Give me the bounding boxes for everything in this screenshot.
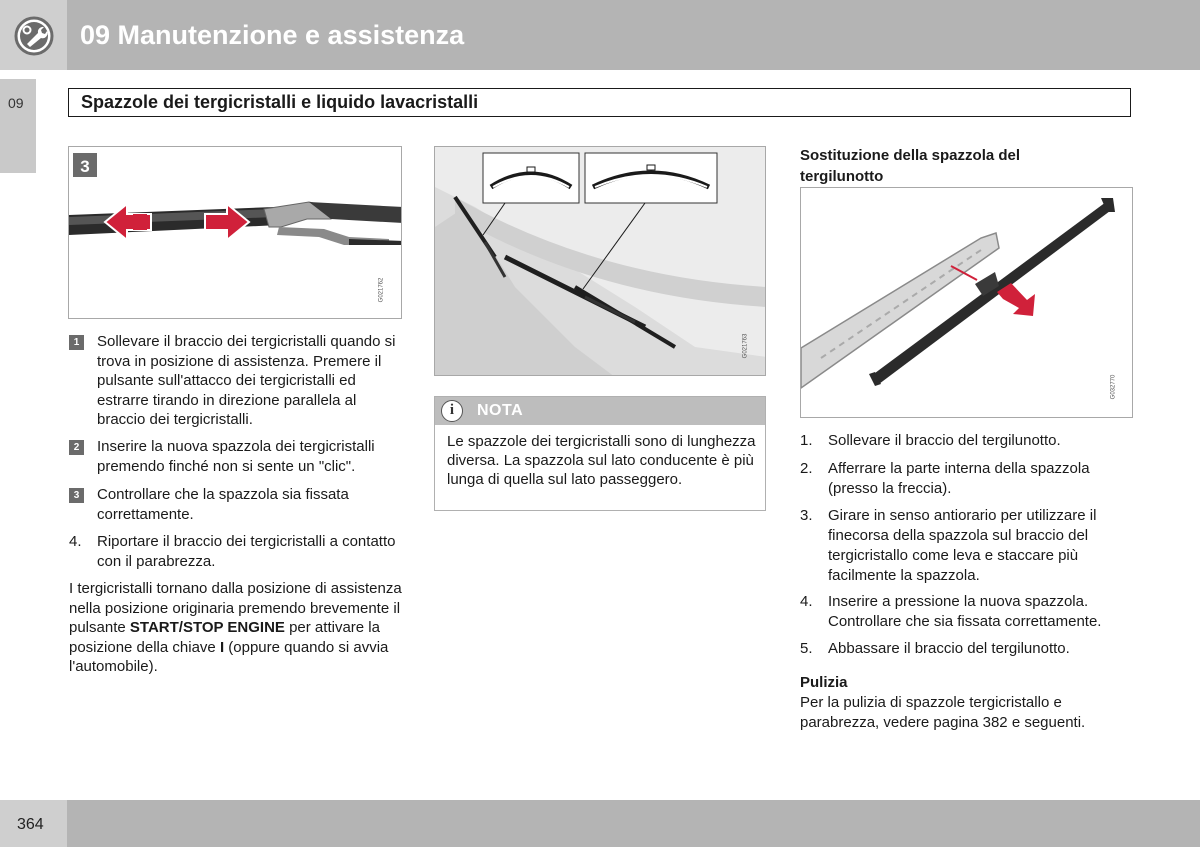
figure-windshield-wipers xyxy=(434,146,766,376)
figure-rear-wiper xyxy=(800,187,1133,418)
step-marker: 3 xyxy=(69,488,84,503)
step-number: 4. xyxy=(800,593,813,610)
list-item xyxy=(800,639,1130,659)
step-text: Afferrare la parte interna della spazzola (presso la freccia). xyxy=(828,460,1090,497)
button-name-text: START/STOP ENGINE xyxy=(129,619,285,636)
step-text: Girare in senso antiorario per utilizzare il finecorsa della spazzola sul braccio del tergicristallo come leva e staccare più facilmente la spazzola. xyxy=(828,507,1097,584)
list-item xyxy=(800,459,1130,499)
paragraph-text: per attivare la posizione della chiave xyxy=(69,619,380,656)
list-item xyxy=(69,532,404,571)
rear-wiper-heading: Sostituzione della spazzola del tergilunotto xyxy=(800,147,1021,185)
paragraph-start-stop xyxy=(69,579,404,677)
paragraph-text: I tergicristalli tornano dalla posizione di assistenza nella posizione originaria premendo brevemente il pulsante xyxy=(69,580,402,636)
section-heading-box xyxy=(68,88,1131,117)
key-position-text: I xyxy=(219,638,225,656)
step-marker: 1 xyxy=(69,335,84,350)
step-marker: 2 xyxy=(69,440,84,455)
step-text: Abbassare il braccio del tergilunotto. xyxy=(828,640,1070,657)
figure-code: G021763 xyxy=(742,333,749,359)
chapter-tab xyxy=(0,79,36,173)
list-item xyxy=(800,431,1130,451)
cleaning-text: Per la pulizia di spazzole tergicristallo e parabrezza, vedere pagina 382 e seguenti. xyxy=(800,694,1086,731)
list-item xyxy=(69,332,404,430)
step-number: 1. xyxy=(800,432,813,449)
note-header xyxy=(435,397,765,425)
step-number: 3. xyxy=(800,507,813,524)
section-title: Spazzole dei tergicristalli e liquido lavacristalli xyxy=(81,92,479,112)
step-text: Sollevare il braccio del tergilunotto. xyxy=(828,432,1061,449)
chapter-tab-label: 09 xyxy=(8,95,24,111)
step-text: Inserire a pressione la nuova spazzola. Controllare che sia fissata correttamente. xyxy=(828,593,1102,630)
note-box xyxy=(434,396,766,511)
figure-wiper-blade-removal xyxy=(68,146,402,319)
footer-bar xyxy=(0,800,1200,847)
info-icon: i xyxy=(441,400,463,422)
cleaning-heading: Pulizia xyxy=(800,674,848,691)
header-icon-box xyxy=(0,0,67,70)
figure-code: G021762 xyxy=(378,277,385,303)
list-item xyxy=(800,592,1130,632)
list-item xyxy=(800,506,1130,586)
list-item xyxy=(69,485,404,524)
list-item xyxy=(69,437,404,476)
page-title: 09 Manutenzione e assistenza xyxy=(80,20,465,50)
step-text: Controllare che la spazzola sia fissata correttamente. xyxy=(97,486,349,523)
step-text: Sollevare il braccio dei tergicristalli quando si trova in posizione di assistenza. Premere il pulsante sull'attacco dei tergicristalli ed estrarre tirando in direzione parallela al braccio dei tergicristalli. xyxy=(97,333,396,428)
note-label: NOTA xyxy=(477,402,524,419)
wrench-gear-icon xyxy=(14,16,54,56)
step-number: 2. xyxy=(800,460,813,477)
step-number: 5. xyxy=(800,640,813,657)
step-text: Riportare il braccio dei tergicristalli a contatto con il parabrezza. xyxy=(97,533,396,570)
page-number: 364 xyxy=(17,816,44,833)
note-text: Le spazzole dei tergicristalli sono di lunghezza diversa. La spazzola sul lato conducente è più lunga di quella sul lato passeggero. xyxy=(447,433,756,488)
paragraph-text: (oppure quando si avvia l'automobile). xyxy=(69,638,389,675)
figure-code: G032770 xyxy=(1110,374,1117,400)
step-text: Inserire la nuova spazzola dei tergicristalli premendo finché non si sente un "clic". xyxy=(97,438,375,475)
step-number: 4. xyxy=(69,533,82,550)
figure-badge: 3 xyxy=(80,157,90,176)
